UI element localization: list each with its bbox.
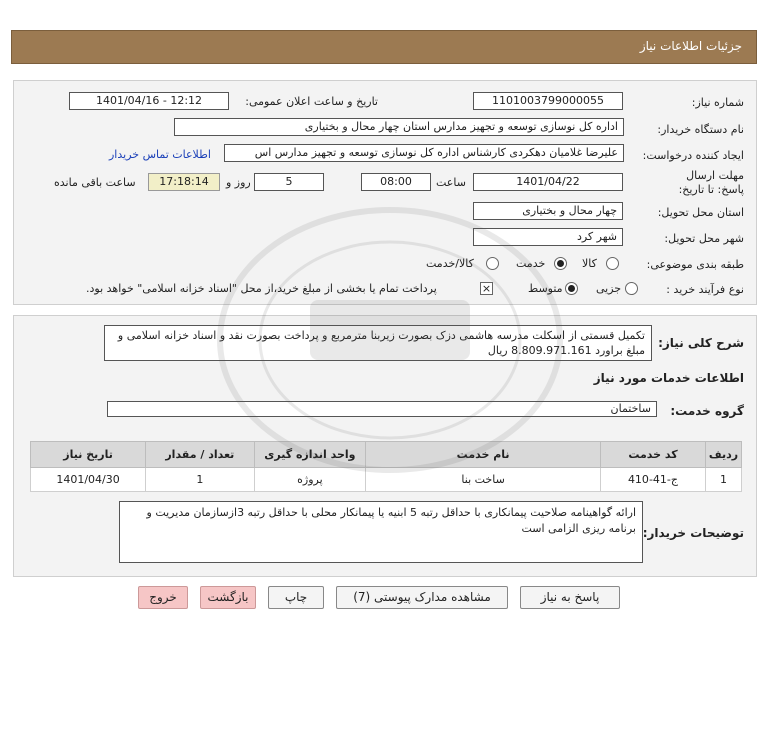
service-group-label: گروه خدمت:	[670, 404, 744, 418]
category-radio-goods-service[interactable]	[486, 257, 499, 270]
days-label: روز و	[226, 176, 251, 189]
treasury-payment-checkbox[interactable]: ×	[481, 282, 492, 295]
page-header	[11, 30, 757, 64]
col-quantity: تعداد / مقدار	[146, 442, 254, 468]
category-radio-goods[interactable]	[606, 257, 619, 270]
buyer-org-field: اداره کل نوسازی توسعه و تجهیز مدارس استان چهار محال و بختیاری	[174, 118, 624, 136]
services-title: اطلاعات خدمات مورد نیاز	[593, 371, 744, 385]
city-label: شهر محل تحویل:	[664, 232, 744, 245]
process-label: نوع فرآیند خرید :	[666, 283, 744, 296]
back-button[interactable]: بازگشت	[200, 586, 256, 609]
attachments-button[interactable]: مشاهده مدارک پیوستی (7)	[336, 586, 508, 609]
col-unit: واحد اندازه گیری	[254, 442, 366, 468]
time-label: ساعت	[436, 176, 466, 189]
province-label: استان محل تحویل:	[657, 206, 744, 219]
service-group-field: ساختمان	[107, 401, 657, 417]
table-header-row	[31, 442, 742, 468]
creator-label: ایجاد کننده درخواست:	[642, 149, 744, 162]
need-info-panel	[13, 80, 757, 305]
summary-field: تکمیل قسمتی از اسکلت مدرسه هاشمی دزک بصورت زیربنا مترمربع و پرداخت بصورت نقد و اسناد خزانه اسلامی و مبلغ براورد 8.809.971.161 ریال	[104, 325, 652, 361]
province-field: چهار محال و بختیاری	[473, 202, 623, 220]
creator-field: علیرضا غلامیان دهکردی کارشناس اداره کل نوسازی توسعه و تجهیز مدارس اس	[224, 144, 624, 162]
contact-buyer-link[interactable]: اطلاعات تماس خریدار	[109, 148, 211, 161]
remaining-time-field: 17:18:14	[148, 173, 220, 191]
col-need-date: تاریخ نیاز	[31, 442, 146, 468]
category-option-goods: کالا	[582, 257, 597, 270]
cell-service-code: ج-41-410	[600, 468, 705, 492]
deadline-date-field: 1401/04/22	[473, 173, 623, 191]
announce-label: تاریخ و ساعت اعلان عمومی:	[245, 95, 378, 108]
days-field: 5	[254, 173, 324, 191]
category-option-service: خدمت	[516, 257, 546, 270]
page-title: جزئیات اطلاعات نیاز	[639, 39, 742, 53]
col-service-code: کد خدمت	[600, 442, 705, 468]
need-number-field: 1101003799000055	[473, 92, 623, 110]
deadline-time-field: 08:00	[361, 173, 431, 191]
exit-button[interactable]: خروج	[138, 586, 188, 609]
process-radio-medium[interactable]	[565, 282, 578, 295]
reply-button[interactable]: پاسخ به نیاز	[520, 586, 620, 609]
cell-row: 1	[706, 468, 742, 492]
col-row: ردیف	[706, 442, 742, 468]
details-panel	[13, 315, 757, 577]
remaining-label: ساعت باقی مانده	[54, 176, 136, 189]
buyer-desc-field: ارائه گواهینامه صلاحیت پیمانکاری با حداقل رتبه 5 ابنیه یا پیمانکار محلی با حداقل رتبه 3ازسازمان مدیریت و برنامه ریزی الزامی است	[119, 501, 643, 563]
services-table	[30, 441, 742, 492]
category-option-goods-service: کالا/خدمت	[426, 257, 474, 270]
deadline-label: مهلت ارسال پاسخ: تا تاریخ:	[678, 169, 744, 196]
category-label: طبقه بندی موضوعی:	[646, 258, 744, 271]
table-row	[31, 468, 742, 492]
announce-field: 1401/04/16 - 12:12	[69, 92, 229, 110]
summary-label: شرح کلی نیاز:	[658, 336, 744, 350]
category-radio-service[interactable]	[554, 257, 567, 270]
process-option-minor: جزیی	[596, 282, 622, 295]
buyer-org-label: نام دستگاه خریدار:	[657, 123, 744, 136]
buyer-desc-label: توضیحات خریدار:	[642, 526, 744, 540]
print-button[interactable]: چاپ	[268, 586, 324, 609]
process-radio-minor[interactable]	[625, 282, 638, 295]
treasury-payment-note: پرداخت تمام یا بخشی از مبلغ خرید،از محل "اسناد خزانه اسلامی" خواهد بود.	[86, 282, 437, 295]
process-option-medium: متوسط	[528, 282, 563, 295]
cell-unit: پروژه	[254, 468, 366, 492]
need-number-label: شماره نیاز:	[691, 96, 744, 109]
col-service-name: نام خدمت	[366, 442, 601, 468]
cell-need-date: 1401/04/30	[31, 468, 146, 492]
cell-quantity: 1	[146, 468, 254, 492]
city-field: شهر کرد	[473, 228, 623, 246]
cell-service-name: ساخت بنا	[366, 468, 601, 492]
